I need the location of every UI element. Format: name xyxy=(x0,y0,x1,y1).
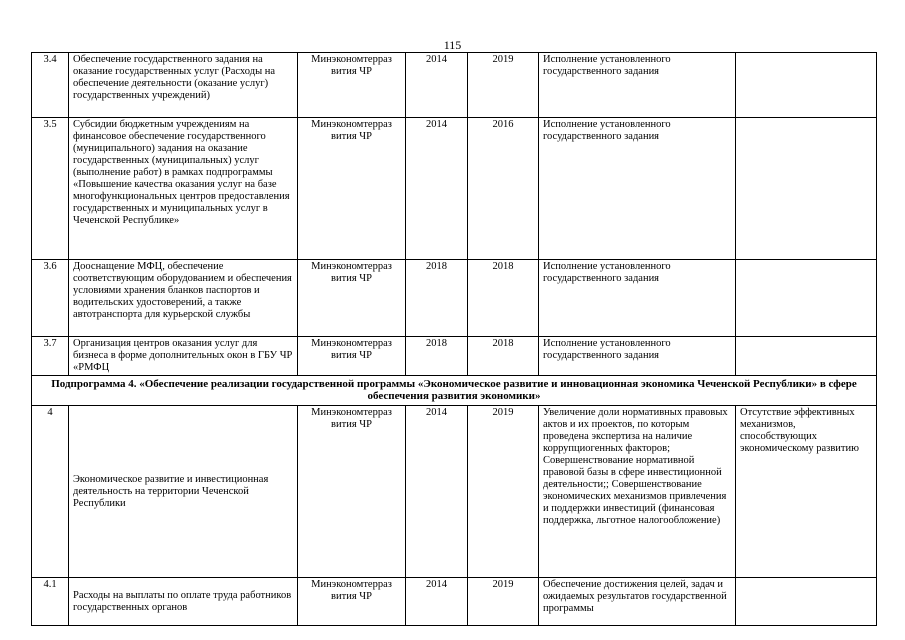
table-row xyxy=(32,118,877,260)
start-year: 2018 xyxy=(406,260,468,337)
row-number: 4 xyxy=(32,406,69,578)
expected-result: Исполнение установленного государственного задания xyxy=(539,260,736,337)
measure-name: Экономическое развитие и инвестиционная деятельность на территории Чеченской Республики xyxy=(69,406,298,578)
subprogram-title: Подпрограмма 4. «Обеспечение реализации государственной программы «Экономическое развитие и инновационная экономика Чеченской Республики» в сфере обеспечения развития экономики» xyxy=(32,376,877,406)
measure-name: Обеспечение государственного задания на оказание государственных услуг (Расходы на обеспечение деятельности (оказание услуг) государственных учреждений) xyxy=(69,53,298,118)
expected-result: Исполнение установленного государственного задания xyxy=(539,337,736,376)
risk-consequence xyxy=(736,118,877,260)
responsible-executor: Минэкономтерраз вития ЧР xyxy=(298,260,406,337)
table-row xyxy=(32,337,877,376)
measure-name: Расходы на выплаты по оплате труда работников государственных органов xyxy=(69,578,298,626)
measures-table xyxy=(31,52,877,626)
responsible-executor: Минэкономтерраз вития ЧР xyxy=(298,118,406,260)
responsible-executor: Минэкономтерраз вития ЧР xyxy=(298,53,406,118)
row-number: 4.1 xyxy=(32,578,69,626)
row-number: 3.5 xyxy=(32,118,69,260)
end-year: 2018 xyxy=(468,260,539,337)
expected-result: Исполнение установленного государственного задания xyxy=(539,53,736,118)
expected-result: Увеличение доли нормативных правовых актов и их проектов, по которым проведена экспертиза на наличие коррупциогенных факторов; Совершенствование нормативной правовой базы в сфере инвестиционной деятельности;; Совершенствование экономических механизмов привлечения и поддержки инвестиций (финансовая поддержка, льготное налогообложение) xyxy=(539,406,736,578)
measure-name: Организация центров оказания услуг для бизнеса в форме дополнительных окон в ГБУ ЧР «РМФЦ xyxy=(69,337,298,376)
row-number: 3.7 xyxy=(32,337,69,376)
start-year: 2014 xyxy=(406,53,468,118)
table-row xyxy=(32,53,877,118)
risk-consequence xyxy=(736,53,877,118)
start-year: 2018 xyxy=(406,337,468,376)
expected-result: Обеспечение достижения целей, задач и ожидаемых результатов государственной программы xyxy=(539,578,736,626)
measure-name: Субсидии бюджетным учреждениям на финансовое обеспечение государственного (муниципального) задания на оказание государственных (муниципальных) услуг (выполнение работ) в рамках подпрограммы «Повышение качества оказания услуг на базе многофункциональных центров предоставления государственных и муниципальных услуг в Чеченской Республике» xyxy=(69,118,298,260)
risk-consequence: Отсутствие эффективных механизмов, способствующих экономическому развитию xyxy=(736,406,877,578)
risk-consequence xyxy=(736,260,877,337)
risk-consequence xyxy=(736,578,877,626)
table-row xyxy=(32,578,877,626)
measure-name: Дооснащение МФЦ, обеспечение соответствующим оборудованием и обеспечения условиями хранения бланков паспортов и водительских удостоверений, а также автотранспорта для курьерской службы xyxy=(69,260,298,337)
responsible-executor: Минэкономтерраз вития ЧР xyxy=(298,578,406,626)
responsible-executor: Минэкономтерраз вития ЧР xyxy=(298,406,406,578)
table-row xyxy=(32,406,877,578)
subprogram-header-row xyxy=(32,376,877,406)
page-number: 115 xyxy=(443,38,462,52)
end-year: 2018 xyxy=(468,337,539,376)
row-number: 3.6 xyxy=(32,260,69,337)
table-row xyxy=(32,260,877,337)
start-year: 2014 xyxy=(406,578,468,626)
start-year: 2014 xyxy=(406,118,468,260)
end-year: 2019 xyxy=(468,53,539,118)
row-number: 3.4 xyxy=(32,53,69,118)
end-year: 2019 xyxy=(468,578,539,626)
expected-result: Исполнение установленного государственного задания xyxy=(539,118,736,260)
responsible-executor: Минэкономтерраз вития ЧР xyxy=(298,337,406,376)
risk-consequence xyxy=(736,337,877,376)
start-year: 2014 xyxy=(406,406,468,578)
end-year: 2016 xyxy=(468,118,539,260)
end-year: 2019 xyxy=(468,406,539,578)
